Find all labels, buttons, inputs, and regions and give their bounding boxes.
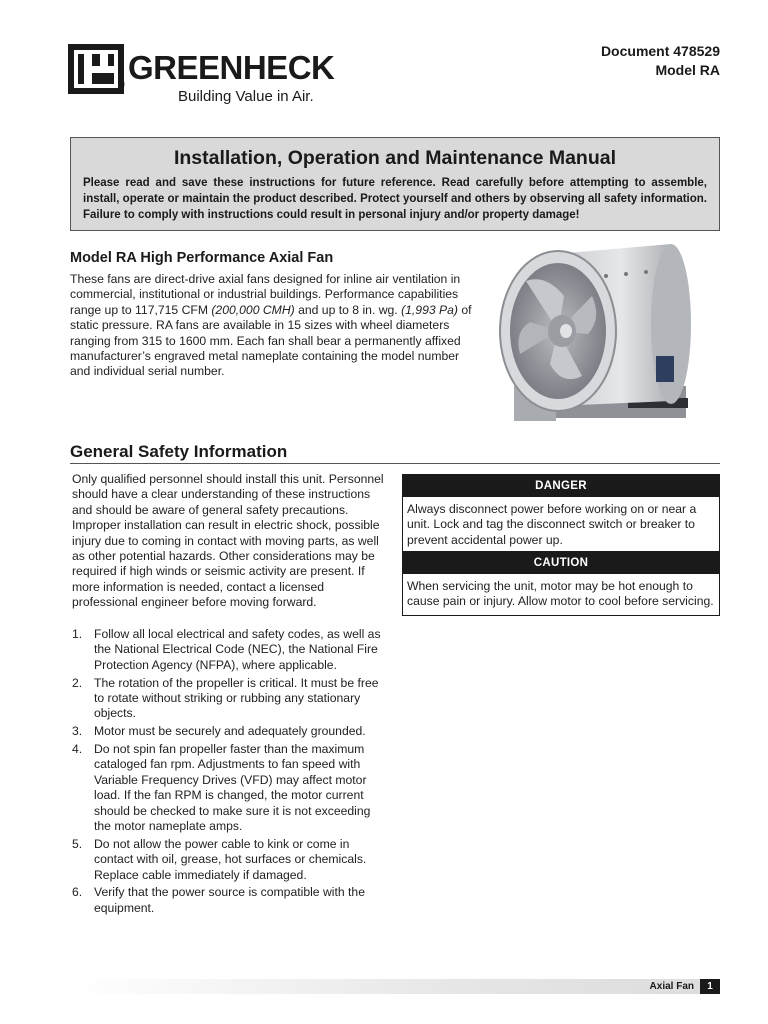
danger-text: Always disconnect power before working on or near a unit. Lock and tag the disconnect switch or breaker to prevent accidental power up. — [407, 502, 697, 547]
document-number: Document 478529 — [600, 43, 720, 59]
list-item: 3. Motor must be securely and adequately grounded. — [72, 724, 366, 739]
greenheck-logo-icon — [68, 44, 124, 94]
list-item: 1. Follow all local electrical and safety codes, as well as the National Electrical Code (NEC), the National Fire Protection Agency (NFPA), where applicable. — [72, 627, 381, 672]
model-heading: Model RA High Performance Axial Fan — [70, 250, 334, 266]
safety-intro: Only qualified personnel should install this unit. Personnel should have a clear understanding of these instructions and should be aware of general safety precautions. Improper installation can result in electric shock, possible injury due to coming in contact with moving parts, as well as other potential hazards. Other considerations may be required if high winds or seismic activity are present. If more information is needed, contact a licensed professional engineer before moving forward. — [72, 472, 384, 610]
list-item: 6. Verify that the power source is compatible with the equipment. — [72, 885, 365, 915]
page-title: Installation, Operation and Maintenance Manual — [173, 147, 617, 169]
brand-name: GREENHECK — [128, 49, 335, 86]
footer-label: Axial Fan — [649, 981, 694, 992]
model-label: Model RA — [655, 62, 720, 78]
section-divider — [70, 463, 720, 464]
list-item: 5. Do not allow the power cable to kink or come in contact with oil, grease, hot surfaces or chemicals. Replace cable immediately if damaged. — [72, 836, 367, 882]
registered-mark: ® — [120, 82, 126, 89]
greenheck-logo — [68, 42, 335, 108]
document-info — [601, 42, 720, 80]
footer-bar — [70, 979, 720, 994]
danger-box — [402, 474, 720, 554]
caution-text: When servicing the unit, motor may be hot enough to cause pain or injury. Allow motor to cool before servicing. — [407, 579, 714, 609]
safety-heading: General Safety Information — [70, 442, 288, 461]
danger-label: DANGER — [403, 475, 719, 497]
safety-list — [72, 627, 390, 919]
list-item: 2. The rotation of the propeller is critical. It must be free to rotate without striking or rubbing any stationary objects. — [72, 675, 379, 721]
caution-box — [402, 551, 720, 616]
caution-label: CAUTION — [403, 552, 719, 574]
brand-tagline: Building Value in Air. — [178, 88, 314, 105]
intro-notice: Please read and save these instructions for future reference. Read carefully before attempting to assemble, install, operate or maintain the product described. Protect yourself and others by observing all safety information. Failure to comply with instructions could result in personal injury and/or property damage! — [83, 177, 707, 221]
model-description: These fans are direct-drive axial fans designed for inline air ventilation in commercial, institutional or industrial buildings. Performance capabilities range up to 117,715 CFM (200,000 CMH) and up to 8 in. wg. (1,993 Pa) of static pressure. RA fans are available in 15 sizes with wheel diameters ranging from 315 to 1600 mm. Each fan shall bear a permanently affixed manufacturer’s engraved metal nameplate containing the model number and individual serial number. — [70, 272, 472, 379]
page-number: 1 — [700, 979, 720, 994]
axial-fan-image — [496, 236, 722, 434]
manual-title-box — [70, 137, 720, 231]
list-item: 4. Do not spin fan propeller faster than the maximum cataloged fan rpm. Adjustments to fan speed with Variable Frequency Drives (VFD) may affect motor load. If the fan RPM is changed, the motor current should be checked to make sure it is not exceeding the motor nameplate amps. — [72, 742, 371, 834]
